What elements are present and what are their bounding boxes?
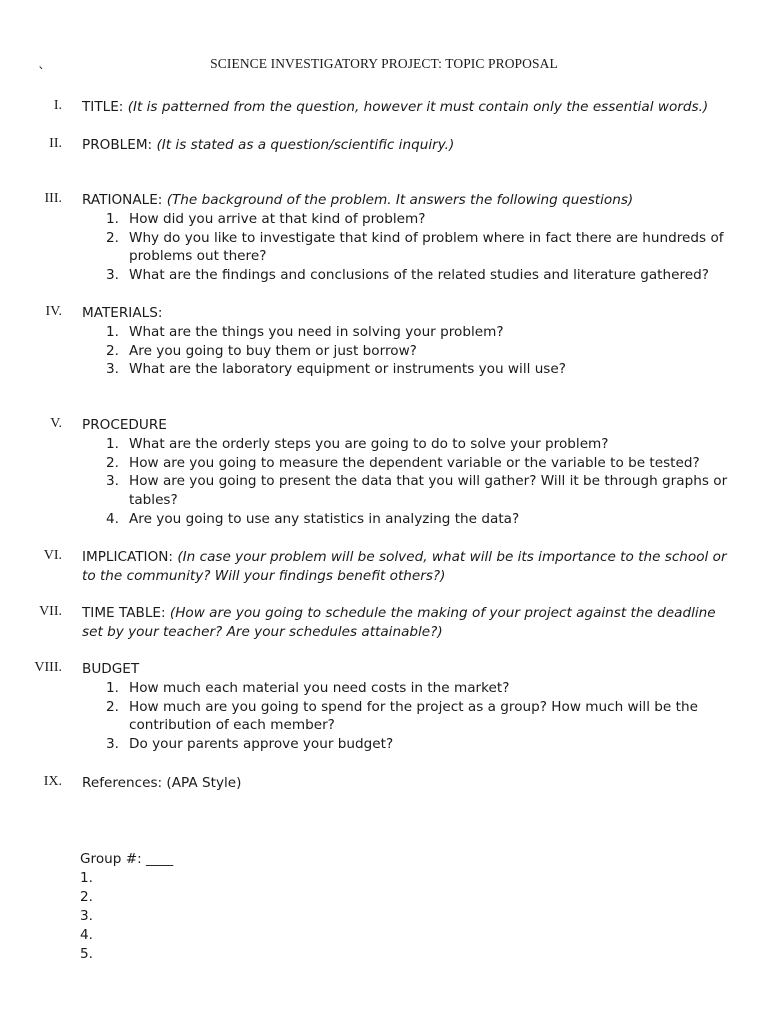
member-line: 1. [80, 870, 93, 886]
question-item: 2. Are you going to buy them or just borrow? [106, 342, 417, 359]
section-number: VII. [39, 604, 62, 619]
section-label: TIME TABLE: [82, 605, 166, 621]
question-item: 2. How much are you going to spend for the project as a group? How much will be the contribution of each member? [106, 698, 698, 734]
member-line: 3. [80, 908, 93, 924]
group-number-field: Group #: ____ [80, 851, 174, 867]
question-item: 4. Are you going to use any statistics in analyzing the data? [106, 510, 520, 527]
section-number: VI. [43, 548, 62, 563]
question-item: 1. What are the things you need in solving your problem? [106, 324, 504, 340]
stray-mark: ` [38, 66, 45, 82]
section-label: BUDGET [82, 661, 140, 677]
question-item: 2. How are you going to measure the dependent variable or the variable to be tested? [106, 454, 700, 471]
question-item: 1. How did you arrive at that kind of problem? [106, 211, 426, 227]
section-label: PROCEDURE [82, 417, 167, 433]
question-item: 3. What are the laboratory equipment or instruments you will use? [106, 361, 566, 378]
question-item: 2. Why do you like to investigate that kind of problem where in fact there are hundreds of problems out there? [106, 229, 724, 265]
section-note: (It is patterned from the question, however it must contain only the essential words.) [127, 99, 709, 115]
question-item: 3. Do your parents approve your budget? [106, 736, 394, 753]
section-number: I. [53, 98, 62, 113]
section-label: PROBLEM: [82, 137, 153, 153]
section-note: (In case your problem will be solved, what will be its importance to the school or to the community? Will your findings benefit others?) [82, 549, 727, 584]
section-number: II. [49, 136, 62, 151]
member-line: 4. [80, 927, 93, 943]
section-label: IMPLICATION: [82, 549, 174, 565]
group-block [80, 850, 173, 964]
section-number: IX. [43, 774, 62, 789]
section-number: IV. [45, 304, 62, 319]
section-label: MATERIALS: [82, 305, 163, 321]
question-item: 1. What are the orderly steps you are going to do to solve your problem? [106, 436, 609, 452]
section-label: References: (APA Style) [82, 775, 242, 791]
member-line: 5. [80, 946, 93, 962]
section-number: VIII. [34, 660, 62, 675]
section-note: (The background of the problem. It answers the following questions) [166, 192, 634, 208]
section-note: (It is stated as a question/scientific inquiry.) [156, 137, 455, 153]
section-label: TITLE: [82, 99, 124, 115]
member-line: 2. [80, 889, 93, 905]
question-item: 1. How much each material you need costs in the market? [106, 680, 510, 696]
document-title: SCIENCE INVESTIGATORY PROJECT: TOPIC PROPOSAL [210, 56, 558, 71]
section-number: III. [44, 191, 62, 206]
section-number: V. [50, 416, 62, 431]
section-label: RATIONALE: [82, 192, 163, 208]
section-note: (How are you going to schedule the making of your project against the deadline set by your teacher? Are your schedules attainable?) [82, 605, 716, 640]
question-item: 3. How are you going to present the data that you will gather? Will it be through graphs or tables? [106, 473, 728, 509]
question-item: 3. What are the findings and conclusions of the related studies and literature gathered? [106, 267, 709, 284]
